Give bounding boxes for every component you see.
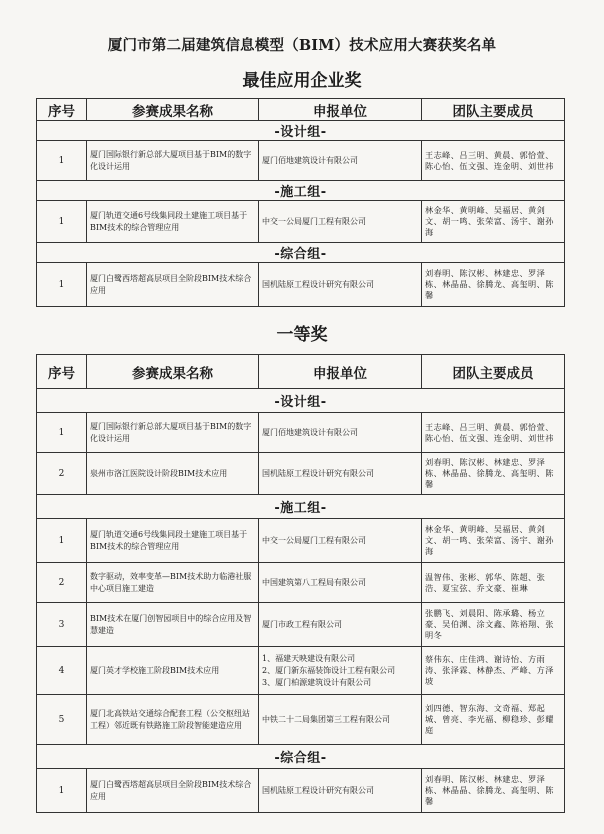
row-members: 林金华、黄明峰、吴福居、黄剑文、胡一鸣、张荣富、汤宇、谢孙海	[422, 201, 565, 243]
unit-line: 1、福建天映建设有限公司	[262, 653, 356, 663]
group-label-design: -设计组-	[37, 389, 565, 413]
row-members: 张鹏飞、刘晨阳、陈承璐、杨立豪、吴伯渊、涂文鑫、陈裕翔、张明冬	[422, 603, 565, 647]
row-no: 1	[37, 519, 87, 563]
group-row	[37, 121, 565, 141]
header-project: 参赛成果名称	[87, 355, 259, 389]
row-members: 蔡伟东、庄佳鸿、谢诗怡、方雨涛、张泽霖、林静杰、严峰、方泽坡	[422, 647, 565, 695]
row-project: 厦门国际银行新总部大厦项目基于BIM的数字化设计运用	[87, 413, 259, 453]
header-no: 序号	[37, 355, 87, 389]
group-label-construction: -施工组-	[37, 181, 565, 201]
row-project: 厦门北高铁站交通综合配套工程（公交枢纽站工程）邻近既有铁路施工阶段智能建造应用	[87, 695, 259, 745]
table-header-row	[37, 355, 565, 389]
row-unit: 中国建筑第八工程局有限公司	[259, 563, 422, 603]
row-no: 1	[37, 769, 87, 813]
table-row	[37, 647, 565, 695]
page-title: 厦门市第二届建筑信息模型（BIM）技术应用大赛获奖名单	[107, 37, 497, 54]
first-prize-table	[36, 354, 565, 813]
header-project: 参赛成果名称	[87, 99, 259, 121]
unit-line: 3、厦门柏源建筑设计有限公司	[262, 677, 372, 687]
group-label-construction: -施工组-	[37, 495, 565, 519]
table-row	[37, 453, 565, 495]
row-project: 泉州市洛江医院设计阶段BIM技术应用	[87, 453, 259, 495]
row-no: 1	[37, 263, 87, 307]
table-row	[37, 201, 565, 243]
row-project: 厦门英才学校施工阶段BIM技术应用	[87, 647, 259, 695]
row-unit: 国机陆原工程设计研究有限公司	[259, 453, 422, 495]
table-header-row	[37, 99, 565, 121]
unit-line: 2、厦门新东福装饰设计工程有限公司	[262, 665, 396, 675]
row-unit: 中交一公局厦门工程有限公司	[259, 201, 422, 243]
row-unit: 中铁二十二局集团第三工程有限公司	[259, 695, 422, 745]
row-members: 林金华、黄明峰、吴福居、黄剑文、胡一鸣、张荣富、汤宇、谢孙海	[422, 519, 565, 563]
header-unit: 申报单位	[259, 355, 422, 389]
row-project: BIM技术在厦门创智园项目中的综合应用及智慧建造	[87, 603, 259, 647]
row-unit: 国机陆原工程设计研究有限公司	[259, 769, 422, 813]
section-title-best-enterprise: 最佳应用企业奖	[242, 71, 362, 91]
row-members: 刘春明、陈汉彬、林建忠、罗泽栋、林晶晶、徐腾龙、高玺明、陈馨	[422, 769, 565, 813]
table-row	[37, 263, 565, 307]
group-row	[37, 389, 565, 413]
section-title-first-prize: 一等奖	[276, 325, 328, 345]
row-no: 5	[37, 695, 87, 745]
row-no: 2	[37, 453, 87, 495]
row-unit: 厦门市政工程有限公司	[259, 603, 422, 647]
table-row	[37, 769, 565, 813]
row-no: 1	[37, 413, 87, 453]
row-project: 厦门白鹭西塔超高层项目全阶段BIM技术综合应用	[87, 769, 259, 813]
row-unit: 国机陆原工程设计研究有限公司	[259, 263, 422, 307]
row-project: 厦门国际银行新总部大厦项目基于BIM的数字化设计运用	[87, 141, 259, 181]
row-unit: 厦门佰地建筑设计有限公司	[259, 141, 422, 181]
row-no: 3	[37, 603, 87, 647]
row-members: 刘春明、陈汉彬、林建忠、罗泽栋、林晶晶、徐腾龙、高玺明、陈馨	[422, 263, 565, 307]
row-no: 1	[37, 201, 87, 243]
row-project: 厦门白鹭西塔超高层项目全阶段BIM技术综合应用	[87, 263, 259, 307]
table-row	[37, 695, 565, 745]
group-row	[37, 745, 565, 769]
group-label-design: -设计组-	[37, 121, 565, 141]
row-members: 刘四德、智东海、文奇福、郑起城、曾亮、李光福、柳稳珍、彭耀庭	[422, 695, 565, 745]
table-row	[37, 413, 565, 453]
row-no: 2	[37, 563, 87, 603]
table-row	[37, 141, 565, 181]
group-row	[37, 181, 565, 201]
header-members: 团队主要成员	[422, 99, 565, 121]
row-members: 温智伟、张彬、郭华、陈超、张浩、夏宝弦、乔文豪、崔琳	[422, 563, 565, 603]
group-row	[37, 243, 565, 263]
best-enterprise-table	[36, 98, 565, 307]
row-unit: 厦门佰地建筑设计有限公司	[259, 413, 422, 453]
table-row	[37, 519, 565, 563]
header-no: 序号	[37, 99, 87, 121]
table-row	[37, 563, 565, 603]
header-unit: 申报单位	[259, 99, 422, 121]
row-project: 厦门轨道交通6号线集同段土建施工项目基于BIM技术的综合管理应用	[87, 519, 259, 563]
row-members: 王志峰、吕三明、黄晨、郭恰萱、陈心怡、伍文强、连金明、刘世祎	[422, 413, 565, 453]
row-members: 刘春明、陈汉彬、林建忠、罗泽栋、林晶晶、徐腾龙、高玺明、陈馨	[422, 453, 565, 495]
row-members: 王志峰、吕三明、黄晨、郭恰萱、陈心怡、伍文强、连金明、刘世祎	[422, 141, 565, 181]
group-label-comprehensive: -综合组-	[37, 745, 565, 769]
row-unit: 中交一公局厦门工程有限公司	[259, 519, 422, 563]
row-no: 4	[37, 647, 87, 695]
group-row	[37, 495, 565, 519]
group-label-comprehensive: -综合组-	[37, 243, 565, 263]
row-project: 厦门轨道交通6号线集同段土建施工项目基于BIM技术的综合管理应用	[87, 201, 259, 243]
row-no: 1	[37, 141, 87, 181]
row-project: 数字驱动，效率变革—BIM技术助力临港社服中心项目施工建造	[87, 563, 259, 603]
header-members: 团队主要成员	[422, 355, 565, 389]
row-unit	[259, 647, 422, 695]
table-row	[37, 603, 565, 647]
